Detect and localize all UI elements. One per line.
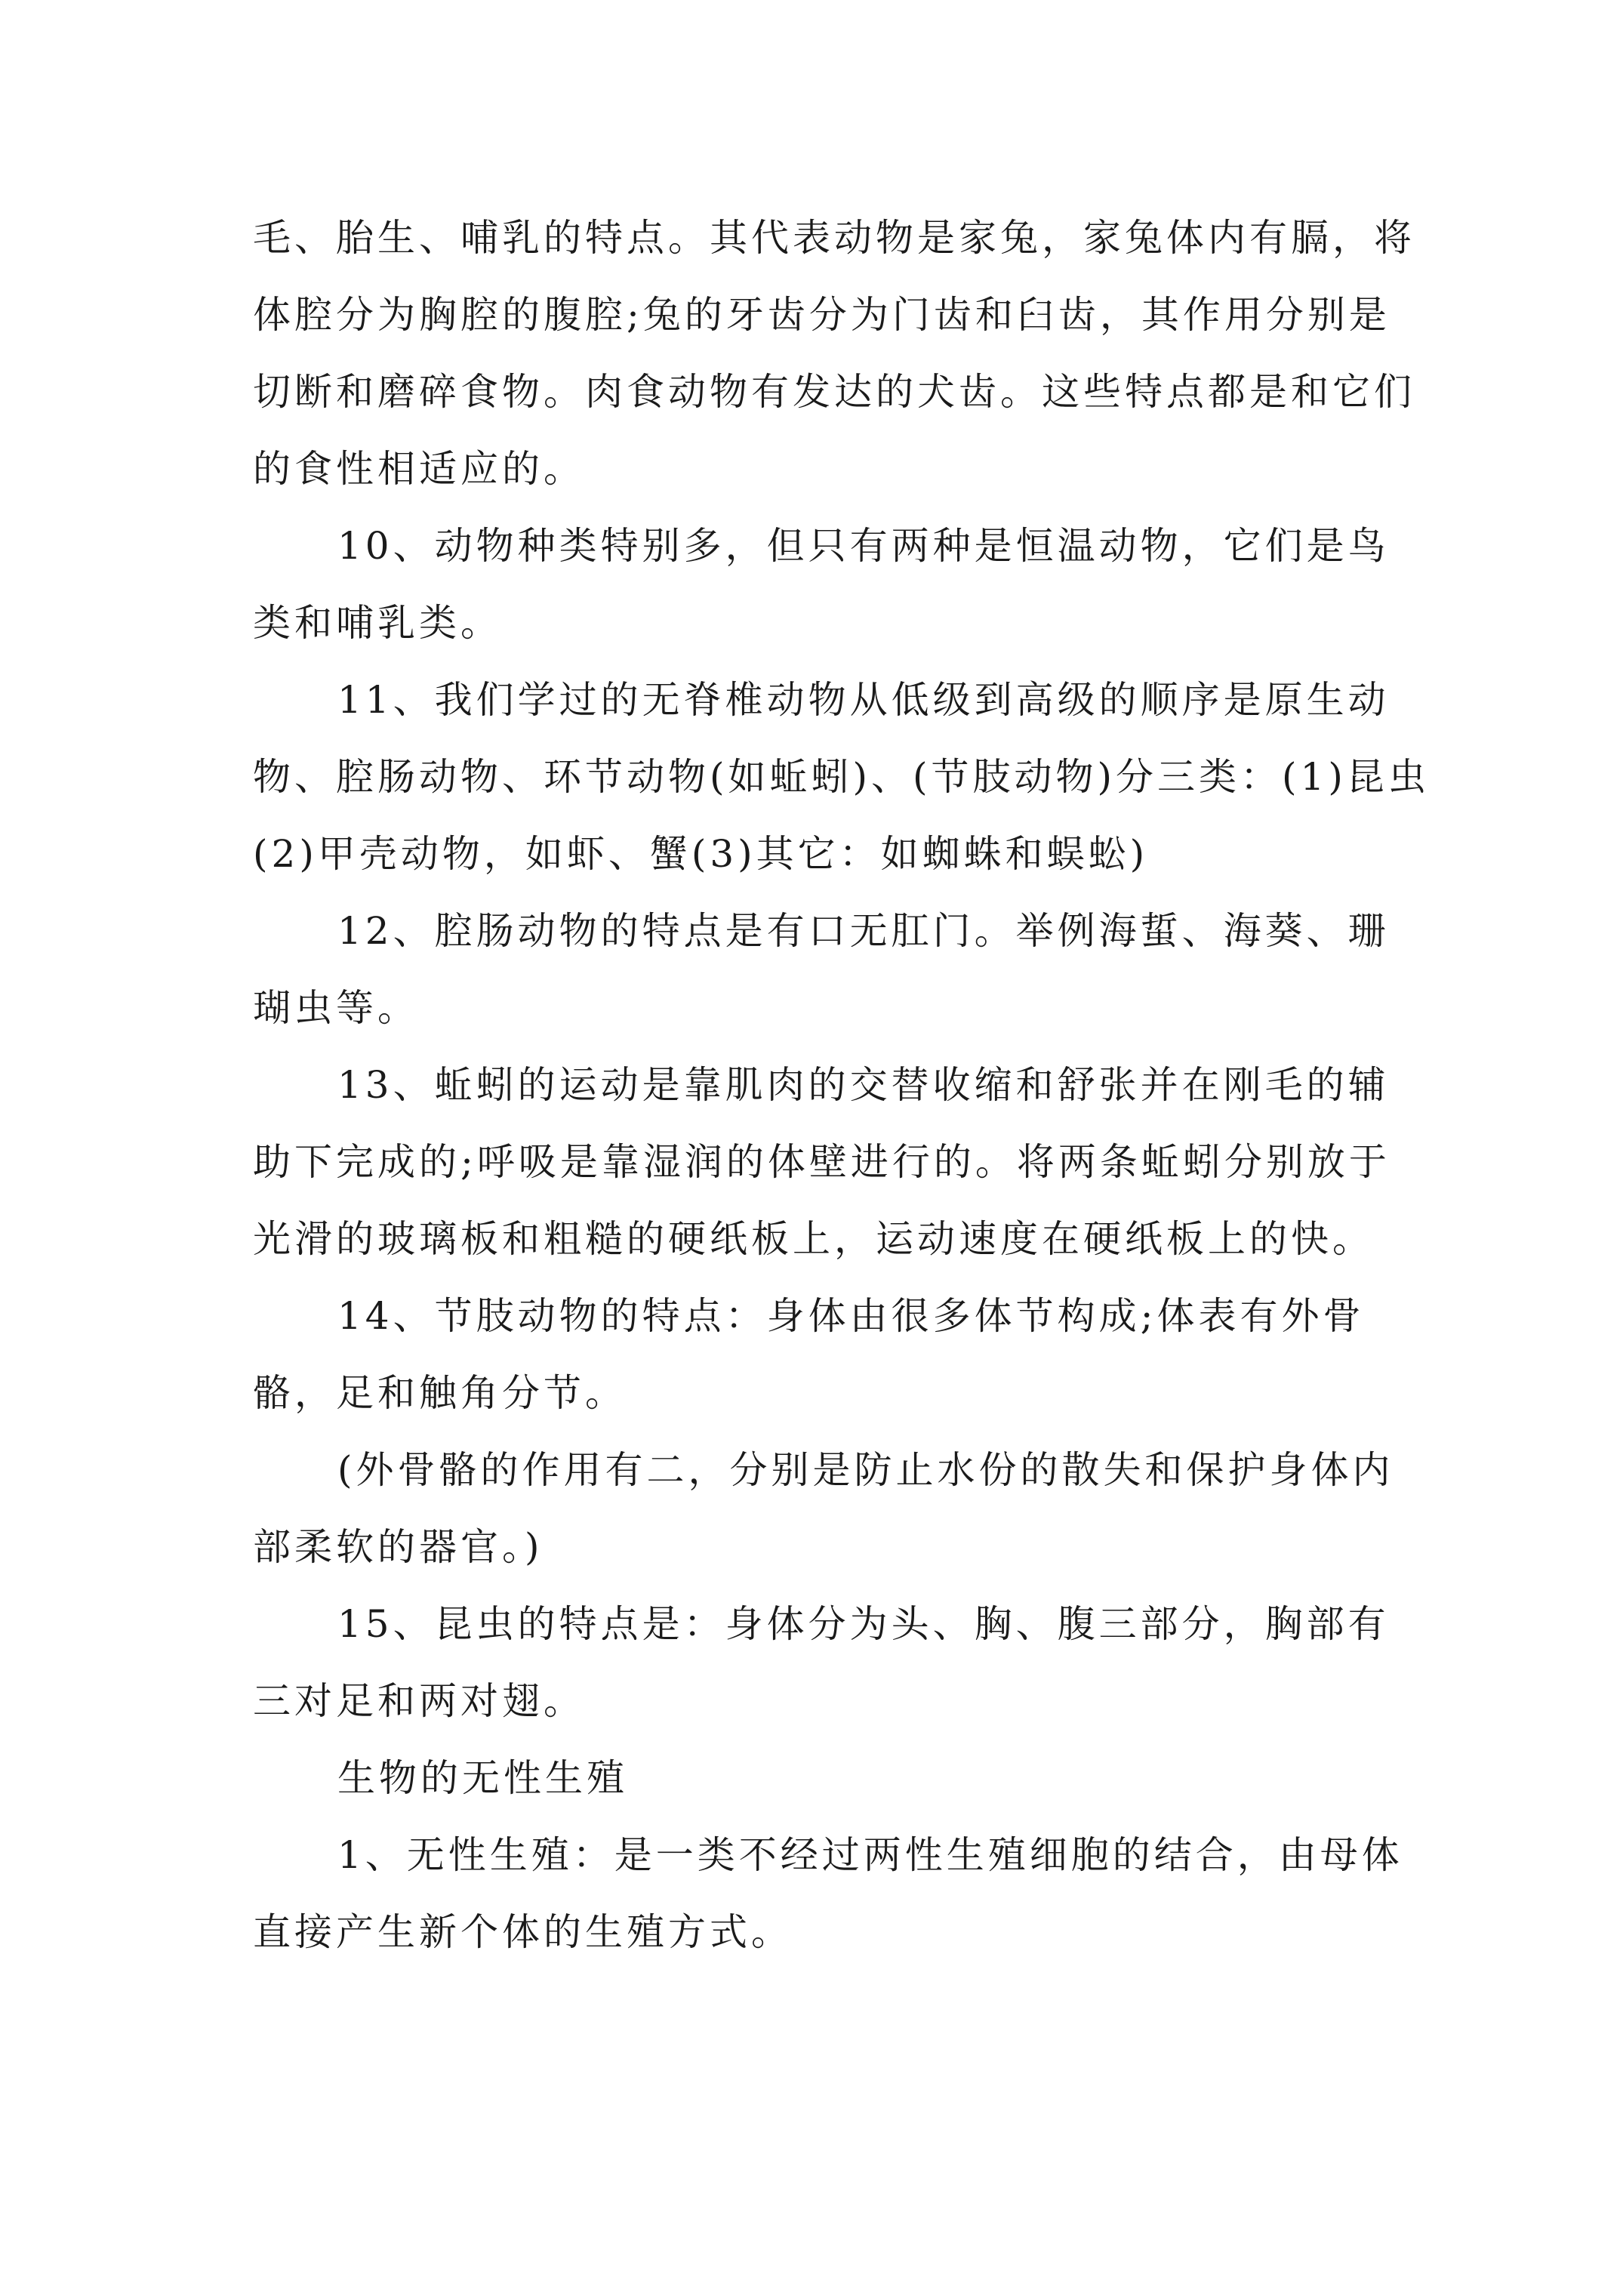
section-heading-asexual-reproduction: 生物的无性生殖	[337, 1756, 628, 1800]
paragraph-13-earthworm: 13、蚯蚓的运动是靠肌肉的交替收缩和舒张并在刚毛的辅助下完成的;呼吸是靠湿润的体壁进行的。将两条蚯蚓分别放于光滑的玻璃板和粗糙的硬纸板上，运动速度在硬纸板上的快。	[253, 1063, 1390, 1261]
paragraph-11-invertebrates: 11、我们学过的无脊椎动物从低级到高级的顺序是原生动物、腔肠动物、环节动物(如蚯蚓)、(节肢动物)分三类：(1)昆虫(2)甲壳动物，如虾、蟹(3)其它：如蜘蛛和蜈蚣)	[253, 678, 1430, 876]
paragraph-exoskeleton-note: (外骨骼的作用有二，分别是防止水份的散失和保护身体内部柔软的器官。)	[253, 1448, 1394, 1569]
paragraph-14-arthropods: 14、节肢动物的特点：身体由很多体节构成;体表有外骨骼，足和触角分节。	[253, 1294, 1365, 1415]
paragraph-12-coelenterates: 12、腔肠动物的特点是有口无肛门。举例海蜇、海葵、珊瑚虫等。	[253, 909, 1390, 1030]
paragraph-rabbit-features: 毛、胎生、哺乳的特点。其代表动物是家兔，家兔体内有膈，将体腔分为胸腔的腹腔;兔的牙齿分为门齿和臼齿，其作用分别是切断和磨碎食物。肉食动物有发达的犬齿。这些特点都是和它们的食性相适应的。	[253, 216, 1415, 491]
paragraph-15-insects: 15、昆虫的特点是：身体分为头、胸、腹三部分，胸部有三对足和两对翅。	[253, 1602, 1390, 1723]
document-body	[253, 199, 1431, 1971]
paragraph-10-warm-blooded: 10、动物种类特别多，但只有两种是恒温动物，它们是鸟类和哺乳类。	[253, 524, 1390, 645]
paragraph-1-asexual-definition: 1、无性生殖：是一类不经过两性生殖细胞的结合，由母体直接产生新个体的生殖方式。	[253, 1833, 1403, 1954]
